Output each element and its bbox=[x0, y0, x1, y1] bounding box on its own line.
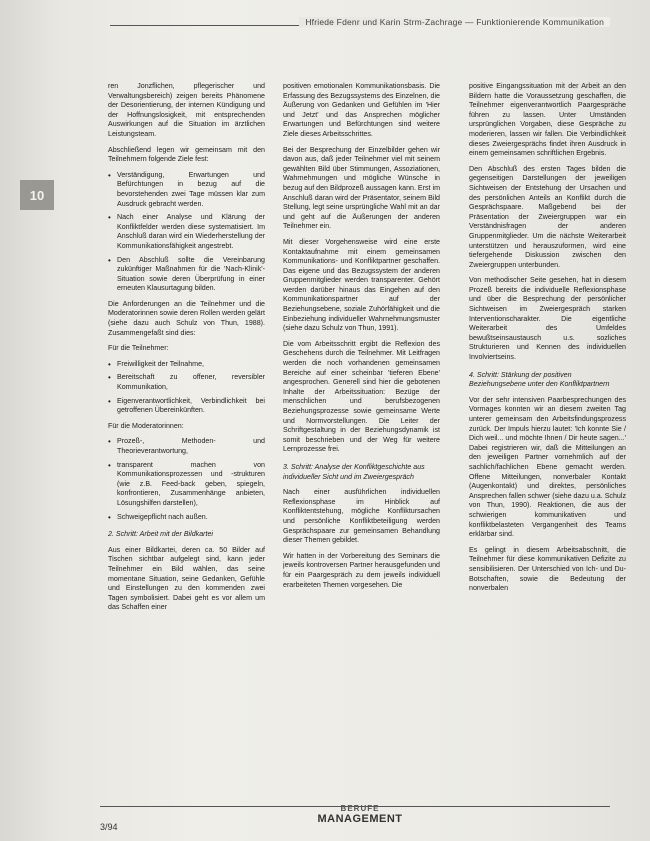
list-item: • Schweigepflicht nach außen. bbox=[117, 513, 265, 523]
text-column-3 bbox=[469, 82, 626, 802]
paragraph: Bei der Besprechung der Einzelbilder gehen wir davon aus, daß jeder Teilnehmer viel mit seinem gewählten Bild über Stimmungen, Assoziationen, Wahrnehmungen und mögliche Wünsche in bezug auf den Bildprozeß aussagen kann. Erst im Anschluß daran wird der Präsentator, seinem Bild Stellung, legt seine ursprüngliche Wahl mit an dar und geht auf die Äußerungen der anderen Teilnehmer ein. bbox=[283, 145, 440, 231]
paragraph: Abschließend legen wir gemeinsam mit den Teilnehmern folgende Ziele fest: bbox=[108, 145, 265, 164]
paragraph: positive Eingangssituation mit der Arbeit an den Bildern hatte die Voraussetzung geschaffen, die Teilnehmer eigenverantwortlich Paargespräche führen zu lassen. Unter Umständen ursprünglichen Vorgaben, diese Gespräche zu moderieren, lassen wir fallen. Die Verbindlichkeit dieses Zweiergesprächs findet ihren Ausdruck in einem gemeinsamen schriftlichen Ergebnis. bbox=[469, 82, 626, 158]
list-item: • Eigenverantwortlichkeit, Verbindlichkeit bei getroffenen Übereinkünften. bbox=[117, 397, 265, 416]
list-item: • Prozeß-, Methoden- und Theorieverantwortung, bbox=[117, 437, 265, 456]
paragraph: Den Abschluß des ersten Tages bilden die gegenseitigen Darstellungen der jeweiligen Sichtweisen der Entstehung der Ursachen und des persönlichen Anteils an Konflikt durch die Gesprächspaare. Maßgebend bei der Präsentation der Zweiergruppen war ein Verständnisfragen der anderen Gruppenmitglieder. Um die nächste Weiterarbeit unterstützen und herauszuformen, wird eine tiefergehende Diskussion zwischen den Zweiergruppen unterbunden. bbox=[469, 164, 626, 269]
page-tab-marker: 10 bbox=[20, 180, 54, 210]
list-item: • Verständigung, Erwartungen und Befürchtungen in bezug auf die bevorstehenden zwei Tage müssen klar zum Ausdruck gebracht werden. bbox=[117, 171, 265, 209]
running-header bbox=[0, 17, 610, 27]
participant-requirements-list bbox=[108, 360, 265, 416]
paragraph: Die vom Arbeitsschritt ergibt die Reflexion des Geschehens durch die Teilnehmer. Mit Leitfragen werden die noch vorhandenen gemeinsamen Bereiche auf einer scheinbar 'tieferen Ebene' angesprochen. Generell sind hier die gebotenen Inhalte der Arbeitssituation: Bezüge der menschlichen und berufsbezogenen Beziehungsprozesse sowie gemeinsame Werte und Normvorstellungen. Die Leiter der Schriftgestaltung in der Beziehungsdynamik ist somit beschrieben und der Weg für weitere Lernprozesse frei. bbox=[283, 339, 440, 454]
paragraph: Vor der sehr intensiven Paarbesprechungen des Vormages konnten wir an diesem zweiten Tag unterer gemeinsam den Arbeitsfindungsprozess zurück. Der Impuls hierzu lautet: 'Ich konnte Sie / Dich weil... und möchte Ihnen / Dir heute sagen...' Dabei registrieren wir, daß die Mitteilungen an den jeweiligen Partner vornehmlich auf der sachlich/fachlichen Ebene gemacht werden. Offene Mitteilungen, nonverbaler Kontakt (Augenkontakt) und direktes, persönliches Ansprechen fallen schwer (siehe dazu u.a. Schulz von Thun, 1990). Reaktionen, die aus der schwierigen kommunikativen und konfliktbelasteten Vergangenheit des Teams erklärbar sind. bbox=[469, 395, 626, 539]
paragraph: Aus einer Bildkartei, deren ca. 50 Bilder auf Tischen sichtbar aufgelegt sind, kann jeder Teilnehmer ein Bild wählen, das seine momentane Situation, seine Gedanken, Gefühle und Einstellungen zu den kommenden zwei Tagen symbolisiert. Dabei geht es vor allem um das Schaffen einer bbox=[108, 545, 265, 612]
logo-bottom-text: MANAGEMENT bbox=[317, 813, 403, 825]
paragraph: ren Jonzflichen, pflegerischer und Verwaltungsbereich) zeigen bereits Phänomene der Desorientierung, der internen Kündigung und der Hoffnungslosigkeit, mit entsprechenden Auswirkungen auf die Situation im ärztlichen Leistungsteam. bbox=[108, 82, 265, 138]
list-item: • Bereitschaft zu offener, reversibler Kommunikation, bbox=[117, 373, 265, 392]
list-item: • Freiwilligkeit der Teilnahme, bbox=[117, 360, 265, 370]
paragraph: Nach einer ausführlichen individuellen Reflexionsphase im Hinblick auf Konfliktentstehung, mögliche Konfliktursachen und persönliche Konfliktbeteiligung werden Gesprächspaare zur gemeinsamen Behandlung dieser Themen gebildet. bbox=[283, 488, 440, 545]
paragraph: Es gelingt in diesem Arbeitsabschnitt, die Teilnehmer für diese kommunikativen Defizite zu sensibilisieren. Der Unterschied von Ich- und Du-Botschaften, sowie die Bedeutung der nonverbalen bbox=[469, 545, 626, 593]
paragraph: Die Anforderungen an die Teilnehmer und die Moderatorinnen sowie deren Rollen werden gelärt (siehe dazu auch Schulz von Thun, 1988). Zusammengefaßt sind dies: bbox=[108, 299, 265, 337]
issue-number: 3/94 bbox=[100, 822, 118, 832]
moderator-requirements-list bbox=[108, 437, 265, 522]
section-heading: 3. Schritt: Analyse der Konfliktgeschichte aus individueller Sicht und im Zweiergespräch bbox=[283, 462, 425, 481]
logo-top-text: BERUFE bbox=[340, 804, 380, 813]
paragraph: Für die Moderatorinnen: bbox=[108, 421, 184, 430]
running-header-text: Hfriede Fdenr und Karin Strm-Zachrage — Funktionierende Kommunikation bbox=[299, 17, 610, 27]
paragraph: positiven emotionalen Kommunikationsbasis. Die Erfassung des Bezugssystems des Einzelnen, die Äußerung von Gedanken und Gefühlen im 'Hier und Jetzt' und das Ansprechen möglicher Erwartungen und Befürchtungen sind weitere Ziele dieses Arbeitsschrittes. bbox=[283, 82, 440, 138]
section-heading: 4. Schritt: Stärkung der positiven Beziehungsebene unter den Konfliktpartnern bbox=[469, 370, 610, 389]
paragraph: Wir hatten in der Vorbereitung des Seminars die jeweils kontroversen Partner herausgefunden und für ein Paargespräch zu dem jeweils individuell erarbeiteten Themen vorgesehen. Die bbox=[283, 551, 440, 589]
list-item: • Den Abschluß sollte die Vereinbarung zukünftiger Maßnahmen für die 'Nach-Klinik'-Situation sowie deren Überprüfung in einer erneuten Klausurtagung bilden. bbox=[117, 256, 265, 294]
text-column-1 bbox=[108, 82, 265, 802]
magazine-logo bbox=[300, 804, 420, 825]
paragraph: Von methodischer Seite gesehen, hat in diesem Prozeß bereits die individuelle Reflexionsphase und über die Besprechung der persönlicher Sichtweisen im Zweiergespräch starken Interventionscharakter. Die eigentliche Weiterarbeit des Umfeldes bewußtseinsaustausch u.s. sozliches Strukturieren und Kennen des individuellen Involviertseins. bbox=[469, 276, 626, 362]
paragraph: Mit dieser Vorgehensweise wird eine erste Kontaktaufnahme mit einem gemeinsamen Kommunikations- und Konfliktpartner geschaffen. Das eigene und das Bezugssystem der anderen Gruppenmitglieder werden transparenter. Gehört werden darüber hinaus das Eingehen auf den Kommunikationspartner auf der Beziehungsebene, soziale Zuhörfähigkeit und die Einbeziehung individueller Wahrnehmungsmuster (siehe dazu Schulz von Thun, 1991). bbox=[283, 237, 440, 333]
paragraph: Für die Teilnehmer: bbox=[108, 344, 169, 353]
text-column-2 bbox=[283, 82, 440, 802]
goals-list bbox=[108, 171, 265, 294]
section-heading: 2. Schritt: Arbeit mit der Bildkartei bbox=[108, 530, 213, 539]
list-item: • transparent machen von Kommunikationsprozessen und -strukturen (wie z.B. Feed-back geben, spiegeln, konfrontieren, Zusammenhänge anbieten, Lösungshilfen darstellen), bbox=[117, 461, 265, 509]
list-item: • Nach einer Analyse und Klärung der Konfliktfelder werden diese systematisiert. Im Anschluß daran wird ein Wiederherstellung der Kommunikationsfähigkeit angestrebt. bbox=[117, 213, 265, 251]
